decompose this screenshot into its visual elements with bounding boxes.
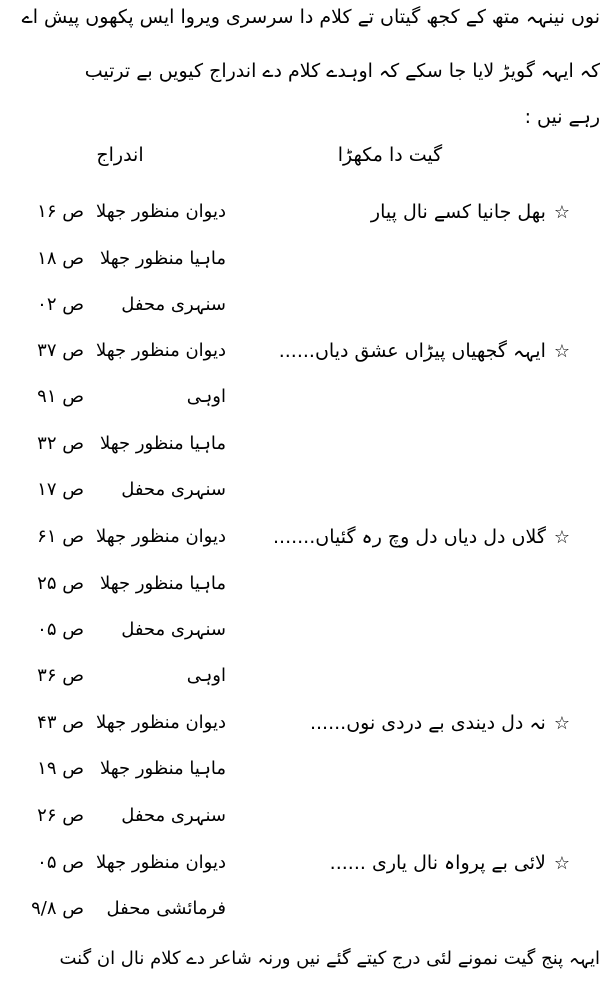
reference-row <box>6 898 230 928</box>
reference-source: دیوان منظور جھلا <box>96 201 226 222</box>
song-item <box>230 340 570 362</box>
reference-source: ماہیا منظور جھلا <box>99 248 226 269</box>
reference-page: ص ۲۵ <box>37 573 84 594</box>
reference-source: ماہیا منظور جھلا <box>99 573 226 594</box>
reference-page: ص ۳۲ <box>37 433 84 454</box>
reference-row <box>6 619 230 649</box>
star-icon: ☆ <box>553 202 570 223</box>
song-title: گلاں دل دیاں دل وچ رہ گئیاں....... <box>272 526 546 548</box>
reference-page: ص ۰۵ <box>37 619 84 640</box>
reference-source: دیوان منظور جھلا <box>96 712 226 733</box>
star-icon: ☆ <box>553 713 570 734</box>
song-title: نہ دل دیندی بے دردی نوں...... <box>309 712 546 734</box>
reference-row <box>6 573 230 603</box>
reference-row <box>6 758 230 788</box>
reference-page: ص ۴۳ <box>37 712 84 733</box>
reference-row <box>6 340 230 370</box>
song-title: لائی بے پرواہ نال یاری ...... <box>329 852 546 874</box>
reference-row <box>6 852 230 882</box>
song-item <box>230 201 570 223</box>
reference-page: ص ۹۱ <box>37 386 84 407</box>
reference-source: دیوان منظور جھلا <box>96 340 226 361</box>
reference-page: ص ۱۸ <box>37 248 84 269</box>
reference-row <box>6 479 230 509</box>
reference-source: ماہیا منظور جھلا <box>99 433 226 454</box>
song-item <box>230 852 570 874</box>
reference-source: سنہری محفل <box>121 479 226 500</box>
reference-page: ص ۹/۸ <box>31 898 84 919</box>
reference-row <box>6 712 230 742</box>
reference-source: سنہری محفل <box>121 619 226 640</box>
reference-row <box>6 433 230 463</box>
reference-page: ص ۰۵ <box>37 852 84 873</box>
reference-source: سنہری محفل <box>121 805 226 826</box>
reference-source: اوہی <box>186 386 226 407</box>
reference-page: ص ۲۶ <box>37 805 84 826</box>
reference-source: فرمائشی محفل <box>106 898 226 919</box>
column-header-song: گیت دا مکھڑا <box>337 144 443 166</box>
song-title: بھل جانیا کسے نال پیار <box>370 201 546 223</box>
footer-line: ایہہ پنج گیت نمونے لئی درج کیتے گئے نیں ورنہ شاعر دے کلام نال ان گنت <box>59 948 600 969</box>
reference-source: اوہی <box>186 665 226 686</box>
reference-source: دیوان منظور جھلا <box>96 526 226 547</box>
reference-row <box>6 201 230 231</box>
reference-row <box>6 248 230 278</box>
star-icon: ☆ <box>553 853 570 874</box>
reference-page: ص ۶۱ <box>37 526 84 547</box>
star-icon: ☆ <box>553 341 570 362</box>
song-title: ایہہ گجھیاں پیڑاں عشق دیاں...... <box>278 340 546 362</box>
reference-page: ص ۱۷ <box>37 479 84 500</box>
column-header-entries: اندراج <box>96 144 144 166</box>
intro-line-2: کہ ایہہ گویڑ لایا جا سکے کہ اوہدے کلام دے اندراج کیویں بے ترتیب <box>84 60 600 82</box>
reference-page: ص ۳۷ <box>37 340 84 361</box>
intro-line-1: نوں نینہہ متھ کے کجھ گیتاں تے کلام دا سرسری ویروا ایس پکھوں پیش اے <box>21 6 600 28</box>
reference-row <box>6 386 230 416</box>
reference-row <box>6 805 230 835</box>
reference-row <box>6 665 230 695</box>
reference-row <box>6 294 230 324</box>
reference-page: ص ۱۹ <box>37 758 84 779</box>
reference-page: ص ۰۲ <box>37 294 84 315</box>
intro-line-3: رہے نیں : <box>524 106 600 128</box>
star-icon: ☆ <box>553 527 570 548</box>
reference-source: ماہیا منظور جھلا <box>99 758 226 779</box>
reference-row <box>6 526 230 556</box>
song-item <box>230 712 570 734</box>
reference-source: دیوان منظور جھلا <box>96 852 226 873</box>
reference-page: ص ۳۶ <box>37 665 84 686</box>
reference-page: ص ۱۶ <box>37 201 84 222</box>
song-item <box>230 526 570 548</box>
reference-source: سنہری محفل <box>121 294 226 315</box>
